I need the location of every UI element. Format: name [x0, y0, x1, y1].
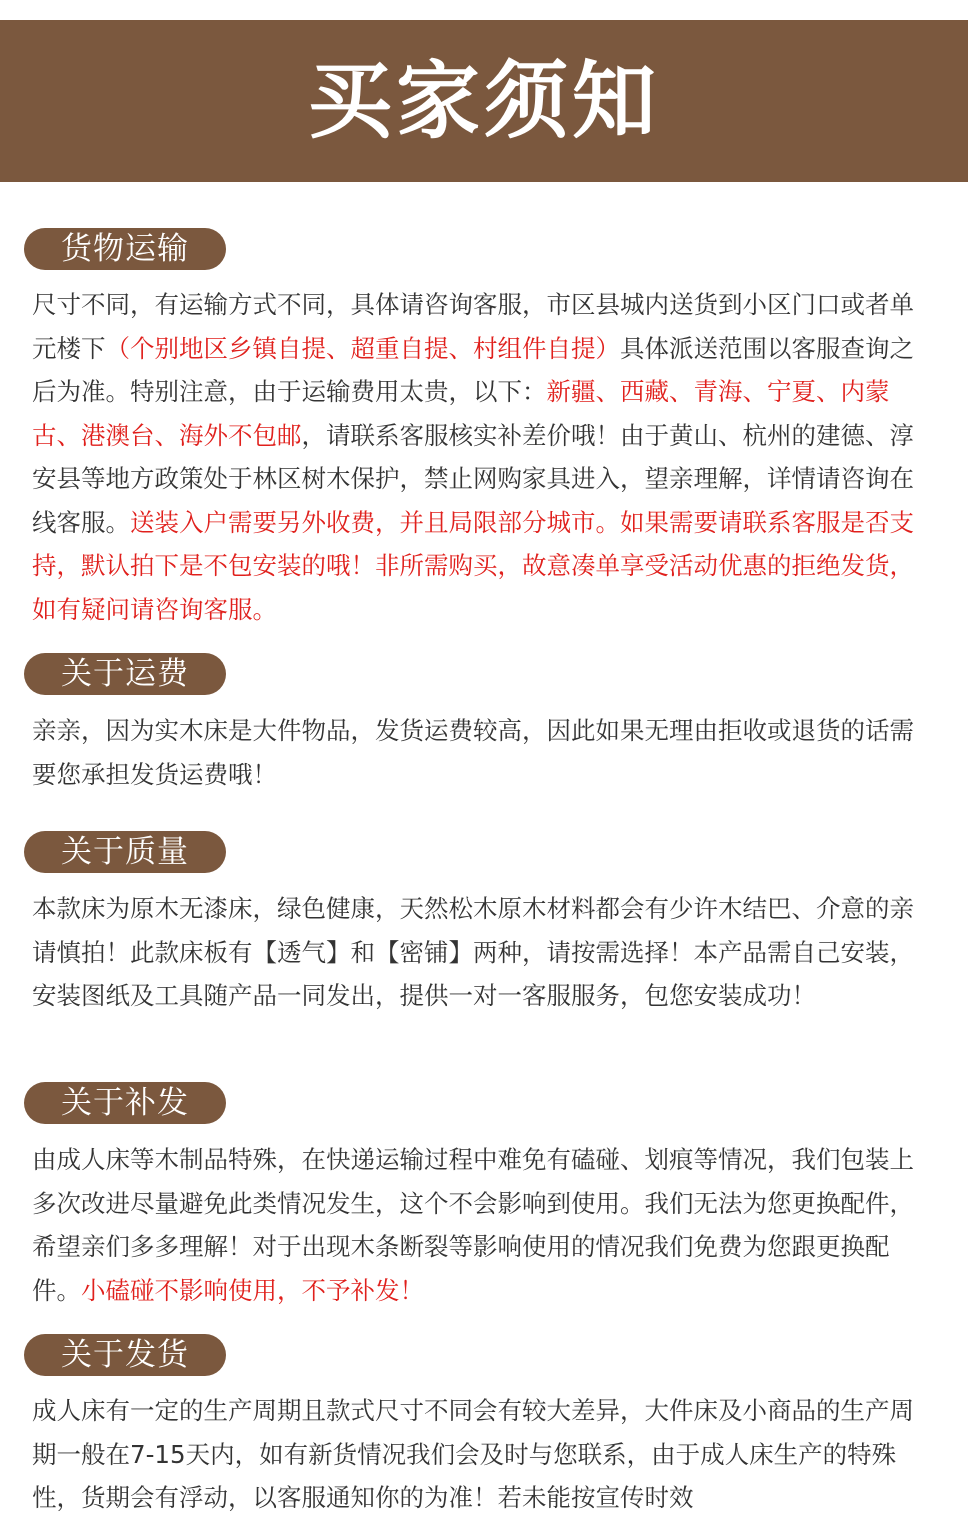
header-banner: [0, 20, 968, 182]
section-title-quality: 关于质量: [24, 831, 226, 873]
highlight-segment: 新疆、西藏、青海、宁夏、内蒙古、港澳台、海外不包邮: [32, 377, 890, 450]
highlight-segment: 送装入户需要另外收费，并且局限部分城市。如果需要请联系客服是否支持，默认拍下是不包安装的哦！非所需购买，故意凑单享受活动优惠的拒绝发货，如有疑问请咨询客服。: [32, 507, 914, 624]
text-segment: ，请联系客服核实补差价哦！由于黄山、杭州的建德、淳安县等地方政策处于林区树木保护，禁止网购家具进入，望亲理解，详情请咨询在线客服。: [32, 420, 914, 537]
text-segment: 由成人床等木制品特殊，在快递运输过程中难免有磕碰、划痕等情况，我们包装上多次改进尽量避免此类情况发生，这个不会影响到使用。我们无法为您更换配件，希望亲们多多理解！对于出现木条断裂等影响使用的情况我们免费为您跟更换配件。: [32, 1145, 914, 1305]
section-title-reissue: 关于补发: [24, 1082, 226, 1124]
section-body-reissue: [32, 1138, 936, 1312]
section-title-freight: 关于运费: [24, 653, 226, 695]
section-body-freight: [32, 709, 936, 796]
text-segment: 本款床为原木无漆床，绿色健康，天然松木原木材料都会有少许木结巴、介意的亲请慎拍！此款床板有【透气】和【密铺】两种，请按需选择！本产品需自己安装，安装图纸及工具随产品一同发出，提供一对一客服服务，包您安装成功！: [32, 894, 914, 1010]
section-title-delivery: 关于发货: [24, 1334, 226, 1376]
highlight-segment: 小磕碰不影响使用，不予补发！: [81, 1275, 424, 1305]
text-segment: 亲亲，因为实木床是大件物品，发货运费较高，因此如果无理由拒收或退货的话需要您承担发货运费哦！: [32, 716, 914, 789]
text-segment: 成人床有一定的生产周期且款式尺寸不同会有较大差异，大件床及小商品的生产周期一般在7-15天内，如有新货情况我们会及时与您联系，由于成人床生产的特殊性，货期会有浮动，以客服通知你的为准！若未能按宣传时效: [32, 1396, 914, 1512]
section-body-shipping: [32, 283, 936, 631]
text-segment: 尺寸不同，有运输方式不同，具体请咨询客服，市区县城内送货到小区门口或者单元楼下: [32, 290, 914, 363]
highlight-segment: （个别地区乡镇自提、超重自提、村组件自提）: [105, 333, 620, 363]
section-title-shipping: 货物运输: [24, 228, 226, 270]
section-body-delivery: [32, 1389, 936, 1520]
section-body-quality: [32, 887, 936, 1018]
page-title: 买家须知: [307, 52, 660, 150]
text-segment: 具体派送范围以客服查询之后为准。特别注意，由于运输费用太贵，以下：: [32, 333, 914, 406]
